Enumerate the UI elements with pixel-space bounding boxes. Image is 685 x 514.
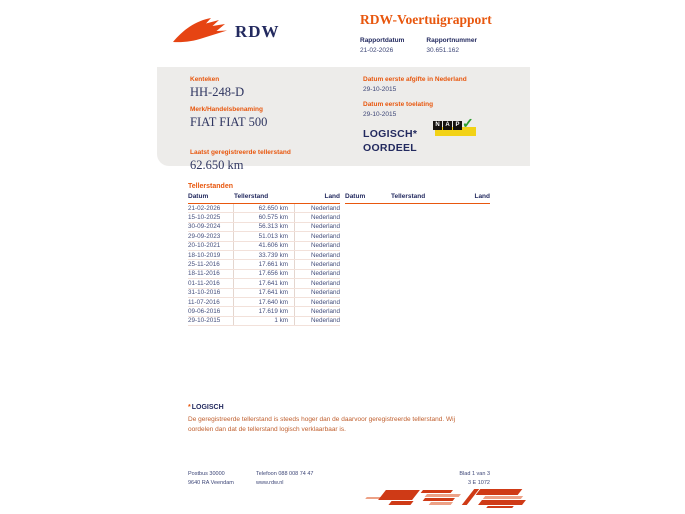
nap-logo (433, 115, 485, 139)
column-header-land: Land (474, 193, 490, 200)
summary-right-column (363, 76, 467, 155)
merk-value: FIAT FIAT 500 (190, 115, 268, 129)
row-land: Nederland (310, 204, 340, 212)
row-datum: 11-07-2016 (188, 298, 220, 306)
spacer (190, 136, 291, 149)
footer-form-code: 3 E 1072 (467, 480, 490, 486)
laatste-tellerstand-value: 62.650 km (190, 158, 244, 172)
table-row (188, 223, 340, 232)
tellerstanden-table-body (188, 204, 340, 326)
footer-address (188, 470, 234, 488)
report-date-label: Rapportdatum (360, 37, 405, 44)
table-row (188, 213, 340, 222)
summary-left-column (190, 76, 291, 179)
row-land: Nederland (310, 307, 340, 315)
row-datum: 21-02-2026 (188, 204, 221, 212)
report-meta (360, 37, 492, 54)
row-tellerstand: 17.641 km (233, 289, 295, 297)
footer-address-line1: Postbus 30000 (188, 471, 225, 477)
footnote-title (188, 404, 480, 411)
row-tellerstand: 41.606 km (233, 242, 295, 250)
table-row (188, 317, 340, 326)
logisch-footnote (188, 404, 480, 435)
eerste-toelating-value: 29-10-2015 (363, 111, 397, 118)
row-land: Nederland (310, 223, 340, 231)
footnote-body: De geregistreerde tellerstand is steeds hoger dan de daarvoor geregistreerde tellerstand. Wij oordelen dan dat de tellerstand logisch verklaarbaar is. (188, 416, 456, 433)
row-datum: 25-11-2016 (188, 261, 220, 269)
table-row (188, 232, 340, 241)
table-row (188, 289, 340, 298)
rdw-wing-icon (172, 14, 228, 49)
footer-phone: Telefoon 088 008 74 47 (256, 471, 314, 477)
table-row (188, 260, 340, 269)
table-row (188, 298, 340, 307)
tellerstanden-table-2 (345, 193, 490, 204)
row-land: Nederland (310, 298, 340, 306)
footer-page-number: Blad 1 van 3 (459, 471, 490, 477)
row-tellerstand: 17.640 km (233, 298, 295, 306)
row-datum: 20-10-2021 (188, 242, 221, 250)
row-tellerstand: 17.641 km (233, 279, 295, 287)
row-tellerstand: 56.313 km (233, 223, 295, 231)
eerste-toelating-label: Datum eerste toelating (363, 101, 434, 108)
eerste-afgifte-label: Datum eerste afgifte in Nederland (363, 76, 467, 83)
row-datum: 18-10-2019 (188, 251, 221, 259)
nap-letter-n: N (433, 121, 442, 130)
laatste-tellerstand-label: Laatst geregistreerde tellerstand (190, 149, 291, 156)
tellerstanden-table (188, 193, 340, 326)
kenteken-label: Kenteken (190, 76, 220, 83)
section-title-tellerstanden: Tellerstanden (188, 183, 233, 190)
page-title: RDW-Voertuigrapport (360, 12, 492, 27)
report-date-block (360, 37, 404, 54)
row-datum: 18-11-2016 (188, 270, 220, 278)
table-row (188, 270, 340, 279)
row-tellerstand: 17.619 km (233, 307, 295, 315)
footnote-title-text: LOGISCH (191, 404, 224, 411)
table-row (188, 242, 340, 251)
oordeel-line2: OORDEEL (363, 142, 418, 155)
row-land: Nederland (310, 270, 340, 278)
row-tellerstand: 62.650 km (233, 204, 295, 212)
nap-letter-p: P (453, 121, 462, 130)
table-header-row (345, 193, 490, 204)
row-datum: 09-06-2016 (188, 307, 221, 315)
row-land: Nederland (310, 279, 340, 287)
row-land: Nederland (310, 242, 340, 250)
merk-label: Merk/Handelsbenaming (190, 106, 263, 113)
row-tellerstand: 33.739 km (233, 251, 295, 259)
row-datum: 15-10-2025 (188, 214, 221, 222)
report-number-value: 30.651.162 (426, 47, 459, 54)
table-header-row (188, 193, 340, 204)
speed-lines-graphic (366, 486, 532, 510)
vehicle-summary-box (157, 67, 530, 172)
nap-letter-a: A (443, 121, 452, 130)
row-land: Nederland (310, 261, 340, 269)
row-land: Nederland (310, 214, 340, 222)
row-land: Nederland (310, 317, 340, 325)
row-datum: 29-10-2015 (188, 317, 221, 325)
column-header-datum: Datum (345, 193, 366, 200)
row-tellerstand: 17.661 km (233, 260, 295, 268)
rdw-logo (172, 14, 280, 49)
row-land: Nederland (310, 289, 340, 297)
table-row (188, 251, 340, 260)
rdw-logo-text: RDW (235, 21, 280, 41)
row-land: Nederland (310, 232, 340, 240)
footer-contact (256, 470, 314, 488)
column-header-land: Land (324, 193, 340, 200)
column-header-tellerstand: Tellerstand (234, 193, 269, 200)
row-tellerstand: 60.575 km (233, 213, 295, 221)
report-date-value: 21-02-2026 (360, 47, 394, 54)
table-row (188, 204, 340, 213)
row-datum: 31-10-2016 (188, 289, 221, 297)
footer-address-line2: 9640 RA Veendam (188, 480, 234, 486)
row-datum: 29-09-2023 (188, 232, 221, 240)
row-land: Nederland (310, 251, 340, 259)
footnote-asterisk: * (188, 404, 191, 411)
nap-check-icon: ✓ (462, 115, 474, 131)
row-datum: 01-11-2016 (188, 279, 220, 287)
column-header-datum: Datum (188, 193, 209, 200)
eerste-afgifte-value: 29-10-2015 (363, 86, 397, 93)
kenteken-value: HH-248-D (190, 85, 245, 99)
row-tellerstand: 17.656 km (233, 270, 295, 278)
oordeel-line1: LOGISCH* (363, 128, 418, 140)
report-header (360, 12, 492, 54)
column-header-tellerstand: Tellerstand (391, 193, 426, 200)
report-number-label: Rapportnummer (426, 37, 477, 44)
report-number-block (426, 37, 477, 54)
row-tellerstand: 1 km (233, 317, 295, 325)
row-tellerstand: 51.013 km (233, 232, 295, 240)
row-datum: 30-09-2024 (188, 223, 221, 231)
table-row (188, 279, 340, 288)
footer-website-link[interactable]: www.rdw.nl (256, 480, 284, 486)
table-row (188, 307, 340, 316)
